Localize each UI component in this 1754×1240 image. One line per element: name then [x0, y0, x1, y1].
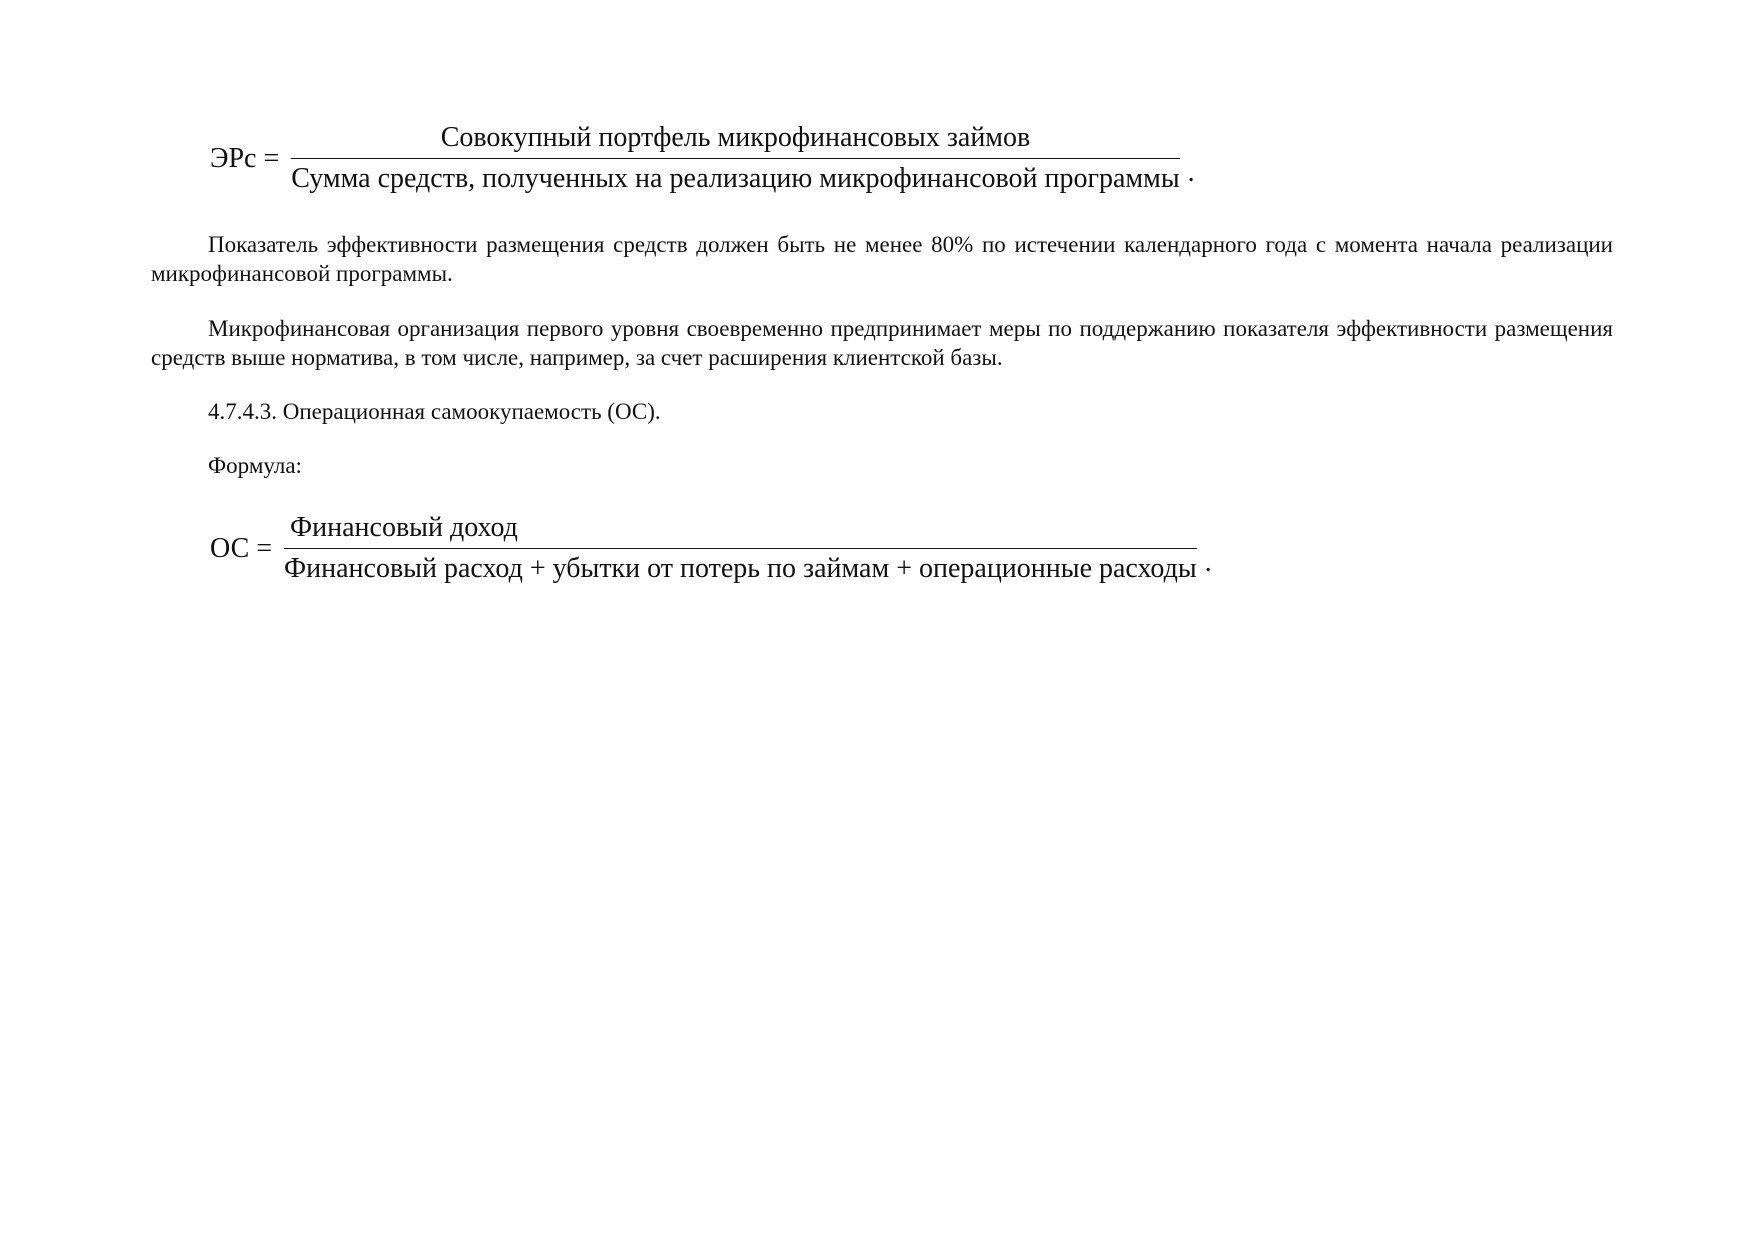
paragraph-efficiency-measures: Микрофинансовая организация первого уровня своевременно предпринимает меры по поддержанию показателя эффективности размещения средств выше норматива, в том числе, например, за счет расширения клиентской базы.	[151, 316, 1613, 370]
formula-os-fraction	[284, 510, 1197, 587]
formula-erc-denominator: Сумма средств, полученных на реализацию микрофинансовой программы	[291, 163, 1180, 194]
formula-os	[210, 510, 1212, 587]
formula-os-denominator: Финансовый расход + убытки от потерь по займам + операционные расходы	[284, 553, 1197, 584]
paragraph-efficiency-threshold: Показатель эффективности размещения средств должен быть не менее 80% по истечении календарного года с момента начала реализации микрофинансовой программы.	[151, 232, 1613, 286]
section-heading: 4.7.4.3. Операционная самоокупаемость (ОС).	[208, 399, 661, 424]
formula-erc-fraction	[291, 120, 1179, 197]
formula-os-lhs: ОС =	[210, 532, 273, 564]
formula-label: Формула:	[208, 453, 302, 478]
formula-erc-lhs: ЭРс =	[210, 142, 280, 174]
formula-erc-period: .	[1187, 157, 1195, 188]
formula-erc	[210, 120, 1195, 197]
formula-os-period: .	[1204, 547, 1212, 578]
formula-os-numerator: Финансовый доход	[284, 510, 1197, 549]
formula-erc-numerator: Совокупный портфель микрофинансовых займов	[291, 120, 1179, 159]
